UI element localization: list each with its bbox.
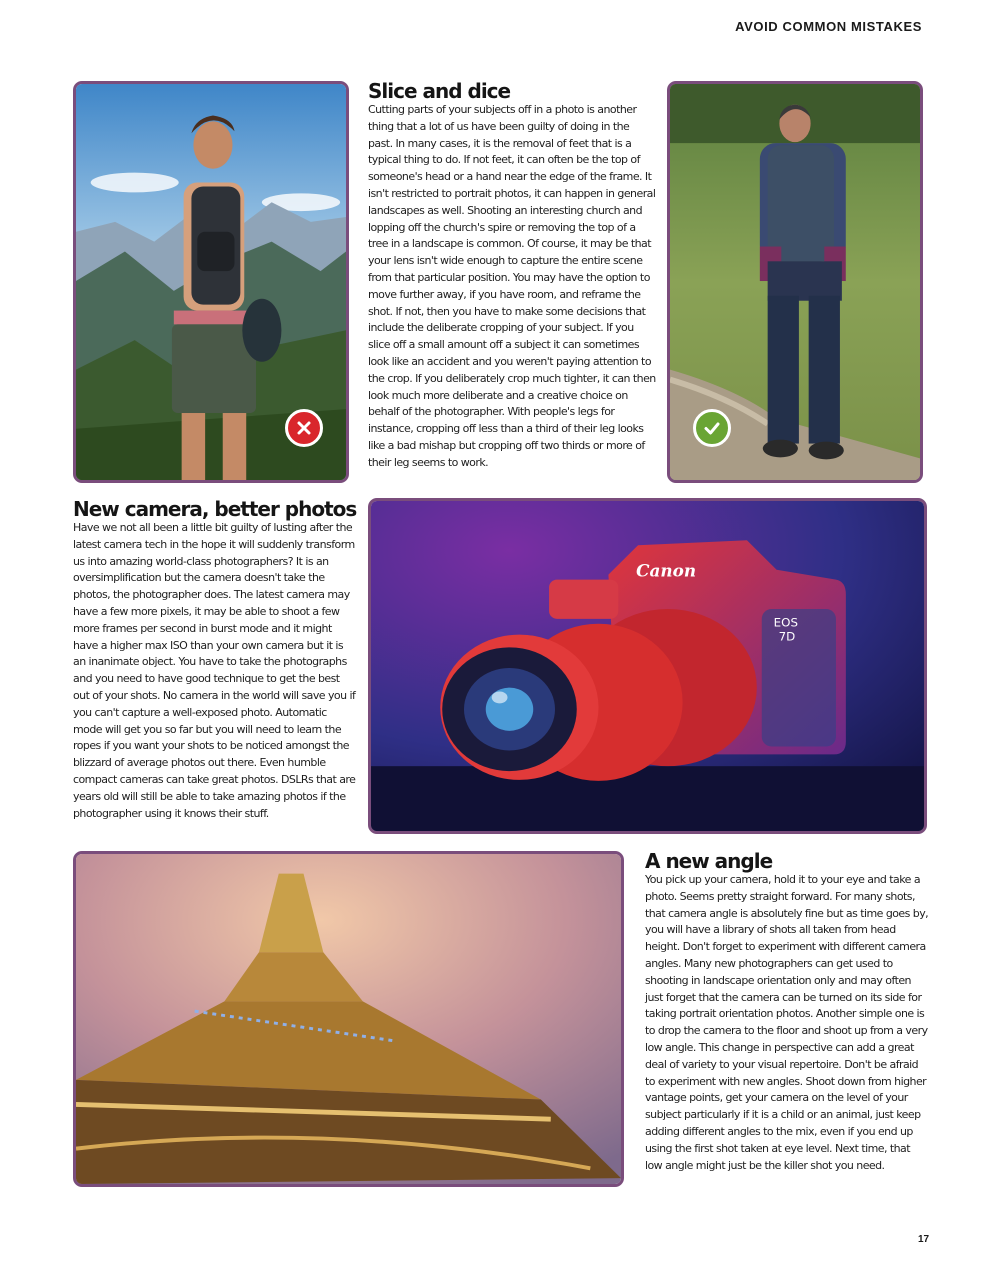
slice-and-dice-heading: Slice and dice [368,79,511,103]
new-camera-body: Have we not all been a little bit guilty of lusting after the latest camera tech in the hope it will suddenly transform us into amazing world-class photographers? It is an oversimplification but the camera doesn't take the photos, the photographer does. The latest camera may have a few more pixels, it may be able to shoot a few more frames per second in burst mode and it might have a higher max ISO than your own camera but it is an inanimate object. You have to take the photographs and you need to have good technique to get the best out of your shots. No camera in the world will save you if you can't capture a well-exposed photo. Automatic mode will get you so far but you will need to learn the ropes if you want your shots to be noticed amongst the blizzard of average photos out there. Even humble compact cameras can take great photos. DSLRs that are years old will still be able to take amazing photos if the photographer using it knows their stuff. [73,521,356,820]
cross-icon [295,419,313,437]
canon-camera-photo [368,498,927,834]
check-icon [703,419,721,437]
new-angle-body: You pick up your camera, hold it to your eye and take a photo. Seems pretty straight forward. For many shots, that camera angle is absolutely fine but as time goes by, you will have a library of shots all taken from head height. Don't forget to experiment with different camera angles. Many new photographers can get used to shooting in landscape orientation only and may often just forget that the camera can be turned on its side for taking portrait orientation photos. Another simple one is to drop the camera to the floor and shoot up from a very low angle. This change in perspective can add a great deal of variety to your visual repertoire. Don't be afraid to experiment with new angles. Shoot down from higher vantage points, get your camera on the level of your subject particularly if it is a child or an animal, just keep adding different angles to the mix, even if you end up using the first shot taken at eye level. Next time, that low angle might just be the killer shot you need. [645,873,929,1172]
page-number: 17 [918,1234,930,1245]
new-angle-heading: A new angle [645,849,773,873]
eiffel-tower-photo [73,851,624,1187]
camera-brand-label: Canon [636,560,697,581]
slice-and-dice-body: Cutting parts of your subjects off in a photo is another thing that a lot of us have been guilty of doing in the past. In many cases, it is the removal of feet that is a typical thing to do. If not feet, it can often be the top of someone's head or a hand near the edge of the frame. It isn't restricted to portrait photos, it can happen in general landscapes as well. Shooting an interesting church and lopping off the church's spire or removing the top of a tree in a landscape is common. Of course, it may be that your lens isn't wide enough to capture the entire scene from that particular position. You may have the option to move further away, if you have room, and reframe the shot. If not, then you have to make some decisions that include the deliberate cropping of your subject. If you slice off a small amount off a subject it can sometimes look like an accident and you weren't paying attention to the crop. If you deliberately crop much tighter, it can then look much more deliberate and a creative choice on behalf of the photographer. With people's legs for instance, cropping off less than a third of their leg looks like a bad mishap but cropping off two thirds or more of their leg seems to work. [368,103,656,469]
camera-model-line1: EOS [773,615,798,630]
new-camera-heading: New camera, better photos [73,497,357,521]
camera-model-line2: 7D [778,629,796,644]
section-title: AVOID COMMON MISTAKES [735,19,922,34]
right-badge [693,409,731,447]
wrong-badge [285,409,323,447]
